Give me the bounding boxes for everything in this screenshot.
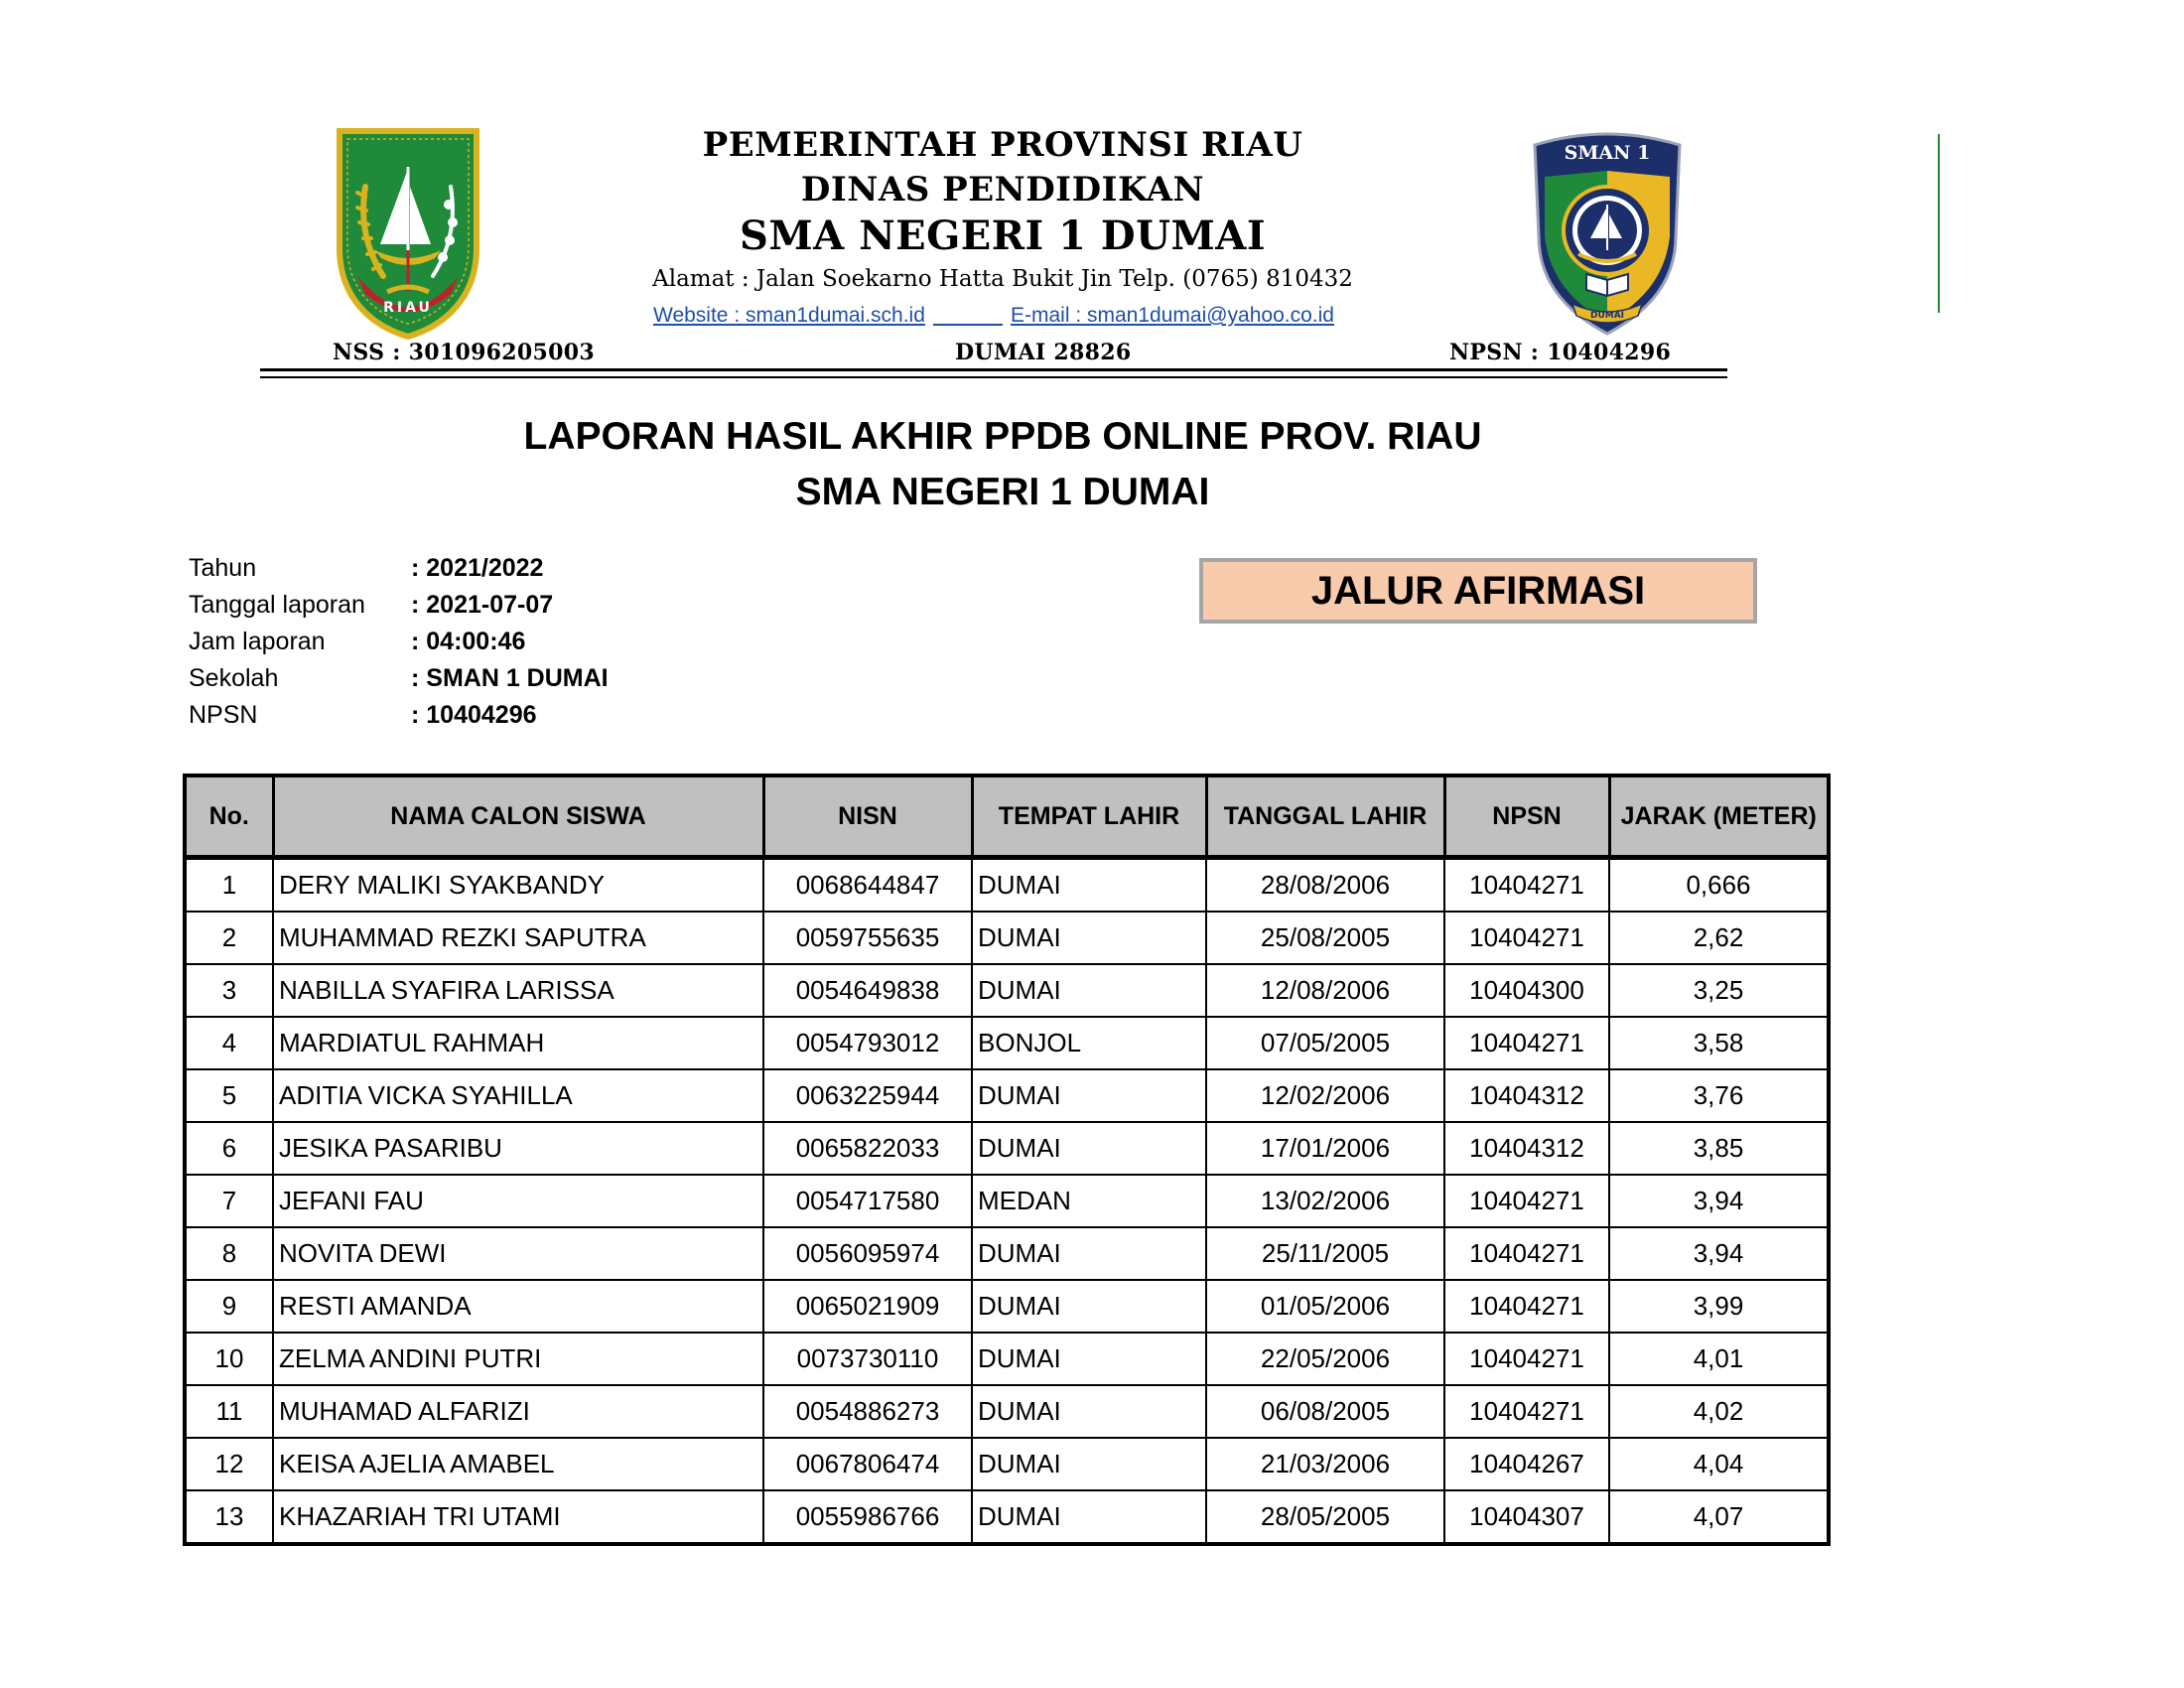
cell-distance: 3,85 — [1609, 1122, 1829, 1175]
table-row — [185, 1438, 1829, 1490]
letterhead-divider-thick — [260, 368, 1727, 371]
info-value: : SMAN 1 DUMAI — [411, 664, 609, 692]
cell-no: 6 — [185, 1122, 273, 1175]
cell-npsn: 10404271 — [1444, 1227, 1609, 1280]
info-label: NPSN — [189, 701, 258, 729]
cell-name: JEFANI FAU — [273, 1175, 763, 1227]
letterhead-city: DUMAI 28826 — [955, 340, 1132, 365]
cell-name: MUHAMAD ALFARIZI — [273, 1385, 763, 1438]
cell-npsn: 10404271 — [1444, 1385, 1609, 1438]
cell-nisn: 0054793012 — [763, 1017, 972, 1069]
header-npsn: NPSN — [1444, 775, 1609, 858]
cell-birthplace: DUMAI — [972, 1490, 1206, 1544]
table-row — [185, 1280, 1829, 1333]
results-table — [183, 774, 1831, 1546]
table-row — [185, 1490, 1829, 1544]
cell-nisn: 0054649838 — [763, 964, 972, 1017]
cell-birthplace: DUMAI — [972, 1280, 1206, 1333]
cell-birthdate: 17/01/2006 — [1206, 1122, 1444, 1175]
cell-distance: 3,94 — [1609, 1227, 1829, 1280]
cell-name: MARDIATUL RAHMAH — [273, 1017, 763, 1069]
cell-birthdate: 28/08/2006 — [1206, 858, 1444, 913]
cell-nisn: 0056095974 — [763, 1227, 972, 1280]
header-name: NAMA CALON SISWA — [273, 775, 763, 858]
table-row — [185, 964, 1829, 1017]
cell-name: MUHAMMAD REZKI SAPUTRA — [273, 912, 763, 964]
info-label: Jam laporan — [189, 628, 326, 655]
page-edge-line — [1938, 134, 1940, 313]
cell-nisn: 0063225944 — [763, 1069, 972, 1122]
cell-no: 13 — [185, 1490, 273, 1544]
cell-distance: 3,25 — [1609, 964, 1829, 1017]
cell-no: 1 — [185, 858, 273, 913]
cell-nisn: 0065822033 — [763, 1122, 972, 1175]
table-row — [185, 858, 1829, 913]
table-row — [185, 1017, 1829, 1069]
letterhead-school-name: SMA NEGERI 1 DUMAI — [739, 212, 1267, 259]
logo-riau-text: RIAU — [383, 300, 433, 316]
letterhead-address: Alamat : Jalan Soekarno Hatta Bukit Jin Telp. (0765) 810432 — [652, 266, 1353, 292]
info-label: Tahun — [189, 554, 257, 582]
letterhead-government: PEMERINTAH PROVINSI RIAU — [702, 125, 1303, 165]
cell-birthplace: DUMAI — [972, 1227, 1206, 1280]
header-birthplace: TEMPAT LAHIR — [972, 775, 1206, 858]
cell-distance: 3,94 — [1609, 1175, 1829, 1227]
cell-npsn: 10404271 — [1444, 1017, 1609, 1069]
cell-no: 3 — [185, 964, 273, 1017]
cell-no: 2 — [185, 912, 273, 964]
cell-no: 10 — [185, 1333, 273, 1385]
cell-name: NABILLA SYAFIRA LARISSA — [273, 964, 763, 1017]
info-label: Sekolah — [189, 664, 279, 692]
cell-distance: 0,666 — [1609, 858, 1829, 913]
cell-nisn: 0055986766 — [763, 1490, 972, 1544]
cell-npsn: 10404271 — [1444, 1280, 1609, 1333]
jalur-badge: JALUR AFIRMASI — [1199, 558, 1757, 624]
cell-no: 12 — [185, 1438, 273, 1490]
table-row — [185, 1385, 1829, 1438]
info-value: : 2021-07-07 — [411, 591, 554, 619]
header-no: No. — [185, 775, 273, 858]
cell-birthdate: 01/05/2006 — [1206, 1280, 1444, 1333]
cell-birthplace: DUMAI — [972, 1385, 1206, 1438]
cell-distance: 4,04 — [1609, 1438, 1829, 1490]
table-header-row — [185, 775, 1829, 858]
report-title: LAPORAN HASIL AKHIR PPDB ONLINE PROV. RIAU — [523, 415, 1482, 458]
cell-name: ZELMA ANDINI PUTRI — [273, 1333, 763, 1385]
info-value: : 10404296 — [411, 701, 537, 729]
cell-npsn: 10404271 — [1444, 1175, 1609, 1227]
cell-birthplace: MEDAN — [972, 1175, 1206, 1227]
cell-distance: 4,02 — [1609, 1385, 1829, 1438]
cell-birthdate: 25/11/2005 — [1206, 1227, 1444, 1280]
cell-name: RESTI AMANDA — [273, 1280, 763, 1333]
cell-no: 4 — [185, 1017, 273, 1069]
cell-name: KHAZARIAH TRI UTAMI — [273, 1490, 763, 1544]
table-row — [185, 1333, 1829, 1385]
cell-distance: 3,99 — [1609, 1280, 1829, 1333]
table-row — [185, 1227, 1829, 1280]
cell-distance: 2,62 — [1609, 912, 1829, 964]
cell-name: JESIKA PASARIBU — [273, 1122, 763, 1175]
cell-npsn: 10404312 — [1444, 1069, 1609, 1122]
cell-birthdate: 07/05/2005 — [1206, 1017, 1444, 1069]
cell-name: ADITIA VICKA SYAHILLA — [273, 1069, 763, 1122]
cell-distance: 4,01 — [1609, 1333, 1829, 1385]
cell-birthplace: DUMAI — [972, 858, 1206, 913]
letterhead-divider-thin — [260, 376, 1727, 378]
cell-birthplace: DUMAI — [972, 1069, 1206, 1122]
cell-npsn: 10404307 — [1444, 1490, 1609, 1544]
website-link[interactable]: Website : sman1dumai.sch.id — [653, 304, 925, 327]
table-row — [185, 1069, 1829, 1122]
cell-npsn: 10404267 — [1444, 1438, 1609, 1490]
cell-birthdate: 06/08/2005 — [1206, 1385, 1444, 1438]
cell-birthdate: 12/08/2006 — [1206, 964, 1444, 1017]
cell-nisn: 0059755635 — [763, 912, 972, 964]
cell-birthplace: DUMAI — [972, 1122, 1206, 1175]
table-row — [185, 1122, 1829, 1175]
cell-no: 7 — [185, 1175, 273, 1227]
logo-sman-bottom-text: DUMAI — [1589, 311, 1625, 321]
cell-distance: 3,76 — [1609, 1069, 1829, 1122]
cell-birthdate: 13/02/2006 — [1206, 1175, 1444, 1227]
cell-birthdate: 22/05/2006 — [1206, 1333, 1444, 1385]
link-underline-gap — [933, 324, 1003, 326]
logo-sman-top-text: SMAN 1 — [1564, 142, 1651, 164]
cell-npsn: 10404300 — [1444, 964, 1609, 1017]
header-birthdate: TANGGAL LAHIR — [1206, 775, 1444, 858]
cell-npsn: 10404271 — [1444, 1333, 1609, 1385]
table-body — [185, 858, 1829, 1545]
table-row — [185, 1175, 1829, 1227]
cell-birthplace: DUMAI — [972, 912, 1206, 964]
report-subtitle: SMA NEGERI 1 DUMAI — [795, 471, 1210, 513]
cell-birthplace: DUMAI — [972, 1333, 1206, 1385]
info-value: : 04:00:46 — [411, 628, 526, 655]
cell-distance: 4,07 — [1609, 1490, 1829, 1544]
letterhead-npsn: NPSN : 10404296 — [1449, 340, 1672, 365]
cell-no: 8 — [185, 1227, 273, 1280]
header-nisn: NISN — [763, 775, 972, 858]
cell-birthplace: DUMAI — [972, 964, 1206, 1017]
table-row — [185, 912, 1829, 964]
cell-birthdate: 21/03/2006 — [1206, 1438, 1444, 1490]
cell-npsn: 10404312 — [1444, 1122, 1609, 1175]
letterhead-nss: NSS : 301096205003 — [333, 340, 595, 365]
cell-name: KEISA AJELIA AMABEL — [273, 1438, 763, 1490]
email-link[interactable]: E-mail : sman1dumai@yahoo.co.id — [1011, 304, 1334, 327]
cell-npsn: 10404271 — [1444, 912, 1609, 964]
cell-no: 11 — [185, 1385, 273, 1438]
cell-name: DERY MALIKI SYAKBANDY — [273, 858, 763, 913]
cell-no: 9 — [185, 1280, 273, 1333]
cell-birthplace: BONJOL — [972, 1017, 1206, 1069]
letterhead-department: DINAS PENDIDIKAN — [800, 170, 1205, 210]
cell-birthdate: 28/05/2005 — [1206, 1490, 1444, 1544]
cell-birthdate: 25/08/2005 — [1206, 912, 1444, 964]
cell-nisn: 0067806474 — [763, 1438, 972, 1490]
cell-name: NOVITA DEWI — [273, 1227, 763, 1280]
cell-nisn: 0068644847 — [763, 858, 972, 913]
cell-birthdate: 12/02/2006 — [1206, 1069, 1444, 1122]
info-value: : 2021/2022 — [411, 554, 544, 582]
cell-nisn: 0073730110 — [763, 1333, 972, 1385]
cell-nisn: 0065021909 — [763, 1280, 972, 1333]
cell-birthplace: DUMAI — [972, 1438, 1206, 1490]
cell-no: 5 — [185, 1069, 273, 1122]
cell-nisn: 0054886273 — [763, 1385, 972, 1438]
header-distance: JARAK (METER) — [1609, 775, 1829, 858]
cell-npsn: 10404271 — [1444, 858, 1609, 913]
cell-distance: 3,58 — [1609, 1017, 1829, 1069]
info-label: Tanggal laporan — [189, 591, 365, 619]
cell-nisn: 0054717580 — [763, 1175, 972, 1227]
